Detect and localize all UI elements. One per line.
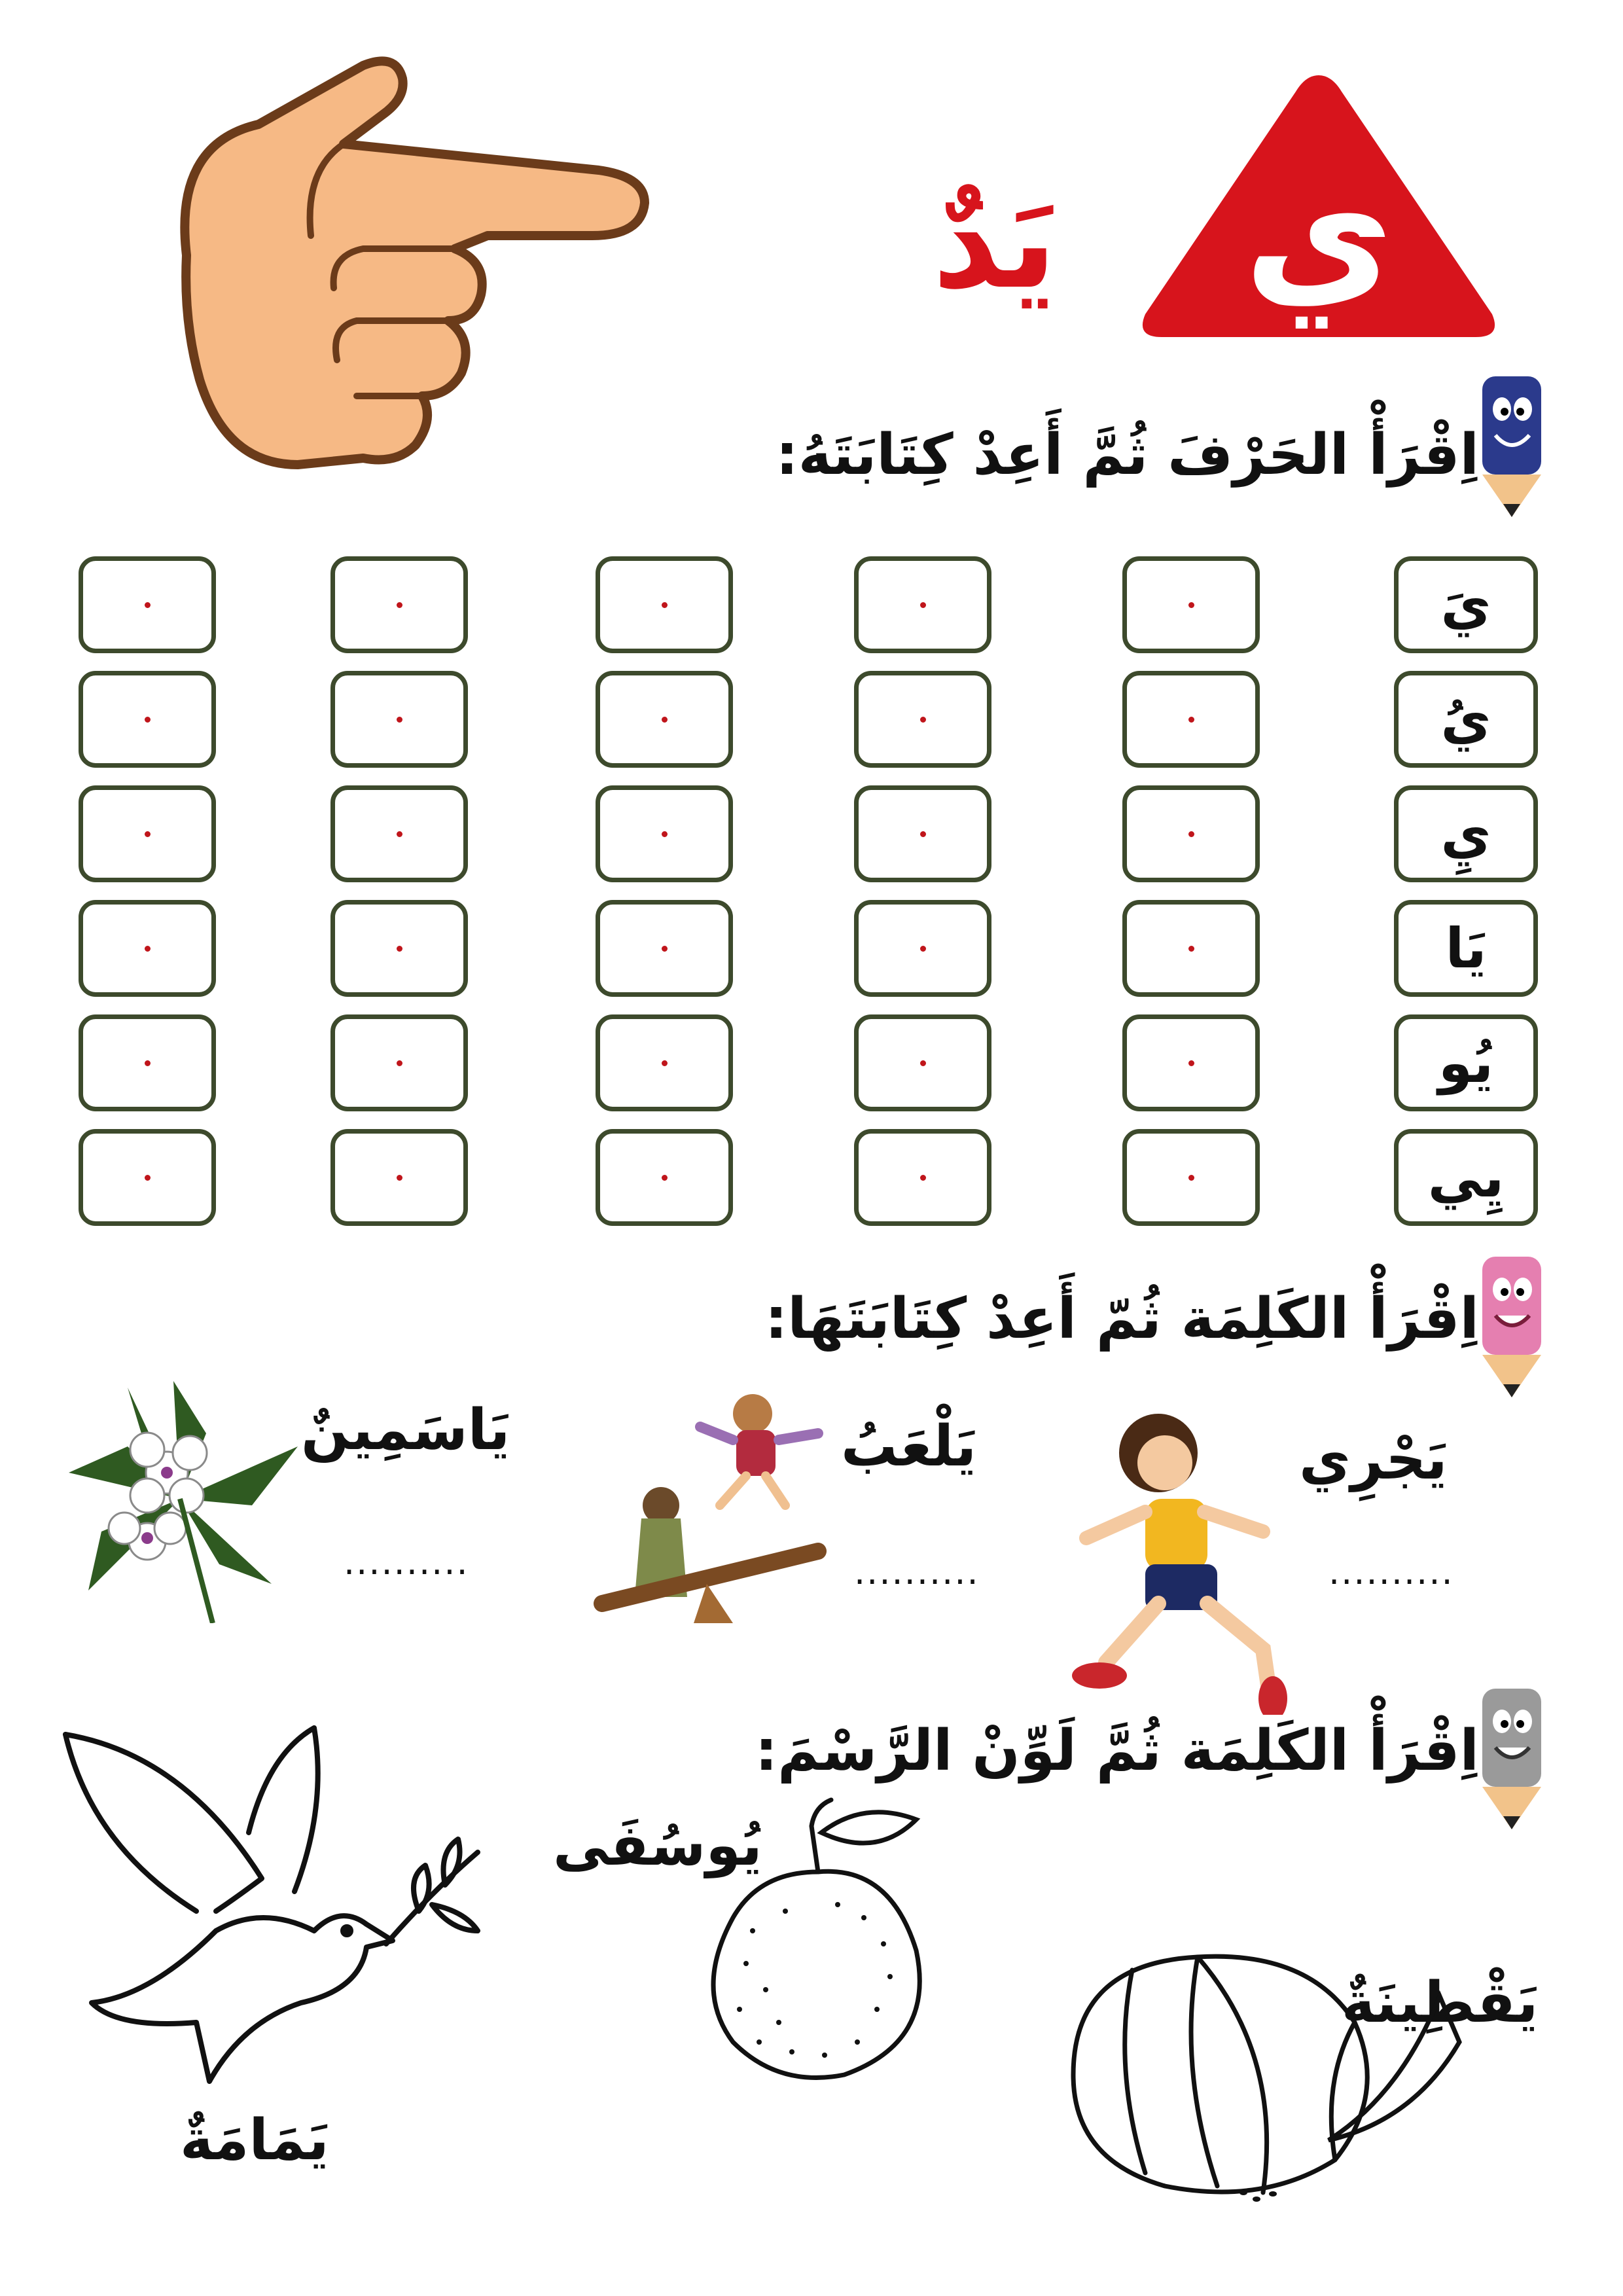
start-dot bbox=[145, 831, 151, 837]
start-dot bbox=[920, 831, 926, 837]
word-yajri: يَجْرِي bbox=[1299, 1427, 1448, 1492]
start-dot bbox=[145, 946, 151, 952]
start-dot bbox=[145, 1060, 151, 1066]
word-yaqtina: يَقْطِينَةٌ bbox=[1342, 1970, 1539, 2036]
start-dot bbox=[920, 1060, 926, 1066]
start-dot bbox=[920, 946, 926, 952]
start-dot bbox=[397, 831, 402, 837]
pumpkin-outline-image[interactable] bbox=[1047, 1924, 1466, 2212]
writing-practice-box[interactable] bbox=[854, 785, 991, 882]
letter-syllable-box: يِ bbox=[1394, 785, 1538, 882]
start-dot bbox=[1188, 831, 1194, 837]
word-yasamin: يَاسَمِينٌ bbox=[301, 1397, 510, 1463]
writing-practice-box[interactable] bbox=[330, 1129, 468, 1226]
start-dot bbox=[1188, 1060, 1194, 1066]
writing-practice-box[interactable] bbox=[854, 1014, 991, 1111]
writing-practice-box[interactable] bbox=[1122, 1129, 1260, 1226]
word-yamama: يَمَامَةٌ bbox=[180, 2108, 329, 2173]
dove-outline-image[interactable] bbox=[52, 1715, 510, 2108]
pencil-character-icon bbox=[1476, 363, 1548, 520]
start-dot bbox=[1188, 717, 1194, 723]
writing-practice-box[interactable] bbox=[596, 556, 733, 653]
letter-syllable-box: يُ bbox=[1394, 671, 1538, 768]
pencil-character-icon bbox=[1476, 1244, 1548, 1401]
writing-practice-box[interactable] bbox=[596, 1014, 733, 1111]
start-dot bbox=[145, 602, 151, 608]
writing-practice-box[interactable] bbox=[1122, 1014, 1260, 1111]
writing-practice-box[interactable] bbox=[854, 900, 991, 997]
children-on-seesaw-image bbox=[589, 1388, 831, 1649]
writing-practice-box[interactable] bbox=[330, 785, 468, 882]
start-dot bbox=[397, 946, 402, 952]
writing-practice-box[interactable] bbox=[330, 1014, 468, 1111]
start-dot bbox=[397, 602, 402, 608]
writing-practice-box[interactable] bbox=[330, 900, 468, 997]
start-dot bbox=[1188, 1175, 1194, 1181]
writing-practice-box[interactable] bbox=[854, 1129, 991, 1226]
key-word bbox=[870, 166, 1119, 318]
start-dot bbox=[1188, 946, 1194, 952]
writing-practice-box[interactable] bbox=[1122, 671, 1260, 768]
start-dot bbox=[397, 1175, 402, 1181]
writing-practice-box[interactable] bbox=[1122, 900, 1260, 997]
writing-practice-box[interactable] bbox=[1122, 785, 1260, 882]
start-dot bbox=[662, 717, 668, 723]
writing-practice-box[interactable] bbox=[79, 556, 216, 653]
writing-line[interactable]: .......... bbox=[1329, 1551, 1454, 1592]
letter-syllable-box: يَا bbox=[1394, 900, 1538, 997]
letter-syllable-box: يَ bbox=[1394, 556, 1538, 653]
start-dot bbox=[662, 1060, 668, 1066]
start-dot bbox=[397, 717, 402, 723]
word-yusufi: يُوسُفَى bbox=[553, 1813, 762, 1878]
start-dot bbox=[662, 946, 668, 952]
writing-practice-box[interactable] bbox=[330, 671, 468, 768]
writing-practice-box[interactable] bbox=[854, 556, 991, 653]
writing-practice-box[interactable] bbox=[596, 900, 733, 997]
start-dot bbox=[920, 602, 926, 608]
start-dot bbox=[145, 717, 151, 723]
pointing-hand-icon bbox=[147, 39, 671, 497]
section-title-color-drawing: اِقْرَأْ الكَلِمَة ثُمَّ لَوِّنْ الرَّسْمَ: bbox=[755, 1718, 1479, 1784]
tangerine-outline-image[interactable] bbox=[681, 1793, 955, 2094]
writing-practice-box[interactable] bbox=[854, 671, 991, 768]
writing-practice-box[interactable] bbox=[1122, 556, 1260, 653]
writing-line[interactable]: .......... bbox=[854, 1551, 980, 1592]
start-dot bbox=[662, 1175, 668, 1181]
start-dot bbox=[662, 831, 668, 837]
writing-practice-box[interactable] bbox=[79, 900, 216, 997]
pencil-character-icon bbox=[1476, 1676, 1548, 1833]
start-dot bbox=[920, 717, 926, 723]
word-yalab: يَلْعَبُ bbox=[841, 1414, 976, 1479]
letter-syllable-box: يِي bbox=[1394, 1129, 1538, 1226]
start-dot bbox=[920, 1175, 926, 1181]
writing-practice-box[interactable] bbox=[79, 1129, 216, 1226]
writing-practice-box[interactable] bbox=[596, 785, 733, 882]
start-dot bbox=[1188, 602, 1194, 608]
section-title-read-letter: اِقْرَأْ الحَرْفَ ثُمَّ أَعِدْ كِتَابَتَهُ: bbox=[776, 422, 1479, 488]
section-title-read-word: اِقْرَأْ الكَلِمَة ثُمّ أَعِدْ كِتَابَتَهَا: bbox=[764, 1286, 1479, 1352]
writing-practice-box[interactable] bbox=[596, 671, 733, 768]
writing-practice-box[interactable] bbox=[79, 1014, 216, 1111]
running-boy-image bbox=[1047, 1401, 1309, 1715]
writing-practice-box[interactable] bbox=[79, 785, 216, 882]
start-dot bbox=[145, 1175, 151, 1181]
writing-practice-box[interactable] bbox=[596, 1129, 733, 1226]
start-dot bbox=[397, 1060, 402, 1066]
writing-practice-box[interactable] bbox=[79, 671, 216, 768]
writing-practice-box[interactable] bbox=[330, 556, 468, 653]
key-word-text: يَدٌ bbox=[932, 166, 1058, 318]
letter-syllable-box: يُو bbox=[1394, 1014, 1538, 1111]
jasmine-flower-image bbox=[49, 1374, 311, 1623]
writing-line[interactable]: .......... bbox=[344, 1541, 469, 1583]
featured-letter: ي bbox=[1243, 137, 1394, 327]
start-dot bbox=[662, 602, 668, 608]
